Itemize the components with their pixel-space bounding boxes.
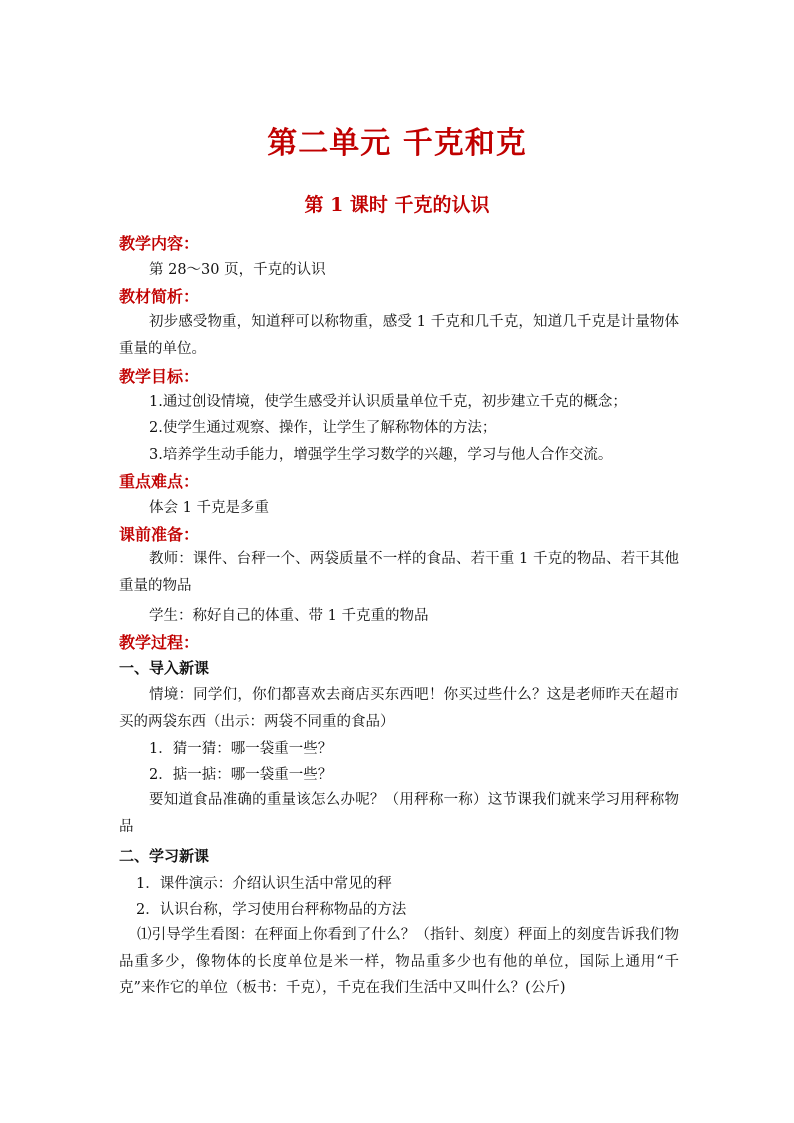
content-text: 第 28～30 页，千克的认识 [149,262,326,278]
goal-item-1: 1.通过创设情境，使学生感受并认识质量单位千克，初步建立千克的概念； [149,394,627,410]
part-2-sub-1: ⑴引导学生看图：在秤面上你看到了什么？（指针、刻度）秤面上的刻度告诉我们物品重多少，像物体的长度单位是米一样，物品重多少也有他的单位，国际上通用“千克”来作它的单位（板书：千克），千克在我们生活中又叫什么？(公斤) [119,927,679,996]
goal-item-2: 2.使学生通过观察、操作，让学生了解称物体的方法； [149,420,497,436]
part-1-item-2: 2．掂一掂：哪一袋重一些？ [149,767,333,783]
analysis-text: 初步感受物重，知道秤可以称物重，感受 1 千克和几千克，知道几千克是计量物体重量的单位。 [119,314,679,357]
part-1-item-1: 1．猜一猜：哪一袋重一些？ [149,741,333,757]
part-1-intro: 情境：同学们，你们都喜欢去商店买东西吧！你买过些什么？这是老师昨天在超市买的两袋东西（出示：两袋不同重的食品） [119,687,679,730]
section-heading-goals: 教学目标： [119,367,200,386]
section-heading-analysis: 教材简析： [119,287,200,306]
prep-student-text: 学生：称好自己的体重、带 1 千克重的物品 [149,608,429,624]
section-heading-preparation: 课前准备： [119,525,200,544]
part-2-item-1: 1．课件演示：介绍认识生活中常见的秤 [136,876,392,892]
part-1-heading: 一、导入新课 [119,659,210,677]
goal-item-3: 3.培养学生动手能力，增强学生学习数学的兴趣，学习与他人合作交流。 [149,447,613,463]
part-1-closing: 要知道食品准确的重量该怎么办呢？（用秤称一称）这节课我们就来学习用秤称物品 [119,792,679,835]
lesson-title: 第 1 课时 千克的认识 [304,194,490,216]
section-heading-key-points: 重点难点： [119,472,200,491]
part-2-item-2: 2．认识台称，学习使用台秤称物品的方法 [136,902,407,918]
prep-teacher-text: 教师：课件、台秤一个、两袋质量不一样的食品、若干重 1 千克的物品、若干其他重量的物品 [119,551,679,594]
section-heading-content: 教学内容： [119,234,200,253]
part-2-heading: 二、学习新课 [119,847,210,865]
unit-title: 第二单元 千克和克 [267,126,527,161]
section-heading-process: 教学过程： [119,633,200,652]
key-points-text: 体会 1 千克是多重 [149,500,269,516]
